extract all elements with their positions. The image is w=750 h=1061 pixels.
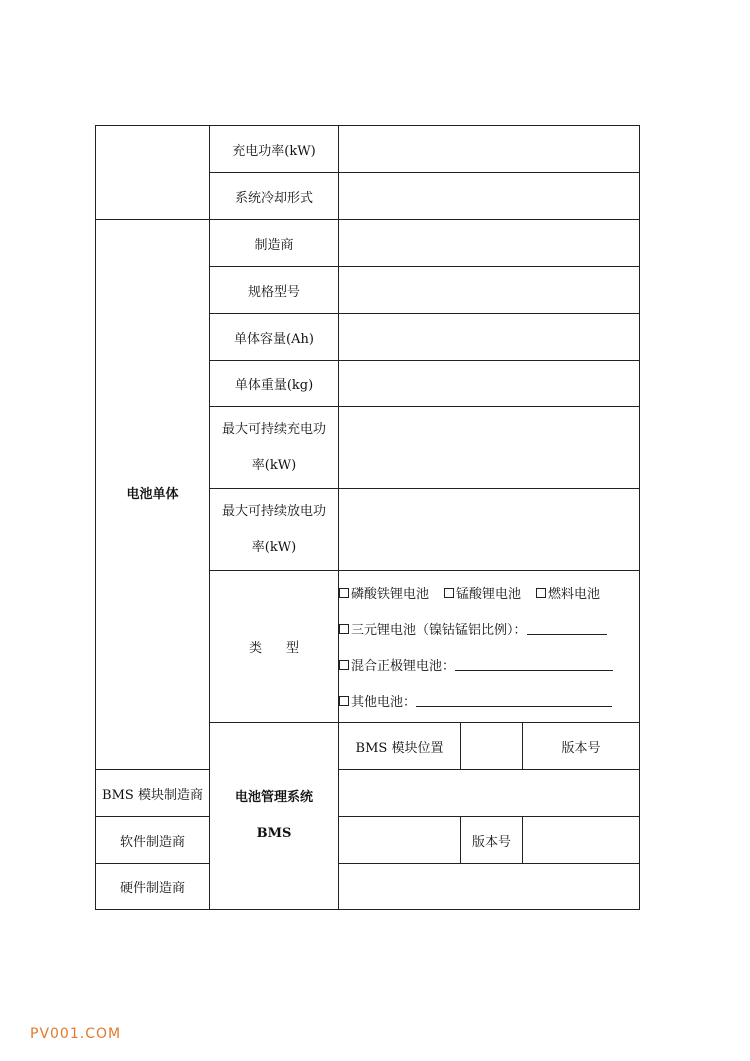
max-discharge-value[interactable] <box>339 489 640 571</box>
type-label-char1: 类 <box>248 641 262 656</box>
ternary-ratio-field[interactable] <box>527 622 607 635</box>
option-line <box>339 683 639 719</box>
checkbox-icon[interactable] <box>339 696 349 706</box>
mixed-cathode-field[interactable] <box>455 658 613 671</box>
software-manufacturer-value[interactable] <box>339 817 461 864</box>
option-line <box>339 647 639 683</box>
manufacturer-value[interactable] <box>339 220 640 267</box>
battery-type-options <box>339 571 640 723</box>
max-charge-label <box>210 407 339 489</box>
checkbox-icon[interactable] <box>444 588 454 598</box>
checkbox-icon[interactable] <box>536 588 546 598</box>
bms-section-title <box>210 723 339 910</box>
checkbox-icon[interactable] <box>339 588 349 598</box>
blank-section-cell <box>96 126 210 220</box>
table-row <box>96 770 640 817</box>
table-row <box>96 817 640 864</box>
max-discharge-label-line2: 率(kW) <box>251 539 297 555</box>
bms-module-position-value[interactable] <box>461 723 523 770</box>
hardware-manufacturer-label: 硬件制造商 <box>96 864 210 910</box>
type-label-char2: 型 <box>286 641 300 656</box>
model-label: 规格型号 <box>210 267 339 314</box>
option-other-label: 其他电池： <box>351 695 417 710</box>
table-row <box>96 220 640 267</box>
manufacturer-label: 制造商 <box>210 220 339 267</box>
checkbox-icon[interactable] <box>339 660 349 670</box>
max-charge-value[interactable] <box>339 407 640 489</box>
option-fuel-label: 燃料电池 <box>548 587 601 602</box>
cell-section-title: 电池单体 <box>96 220 210 770</box>
bms-module-position-label: BMS 模块位置 <box>339 723 461 770</box>
battery-spec-table <box>95 125 640 910</box>
option-fuel[interactable] <box>536 583 600 602</box>
bms-section-title-line1: 电池管理系统 <box>234 790 313 805</box>
software-manufacturer-label: 软件制造商 <box>96 817 210 864</box>
max-discharge-label <box>210 489 339 571</box>
capacity-label: 单体容量(Ah) <box>210 314 339 361</box>
table-row <box>96 126 640 173</box>
checkbox-icon[interactable] <box>339 624 349 634</box>
software-version-value[interactable] <box>523 817 640 864</box>
option-lmo[interactable] <box>444 583 521 602</box>
other-battery-field[interactable] <box>416 694 612 707</box>
watermark: PV001.COM <box>30 1026 122 1042</box>
option-lmo-label: 锰酸锂电池 <box>456 587 522 602</box>
type-label <box>210 571 339 723</box>
weight-label: 单体重量(kg) <box>210 361 339 407</box>
option-line <box>339 575 639 611</box>
bms-module-manufacturer-value[interactable] <box>339 770 640 817</box>
charge-power-label: 充电功率(kW) <box>210 126 339 173</box>
version-label: 版本号 <box>461 817 523 864</box>
weight-value[interactable] <box>339 361 640 407</box>
option-lfp-label: 磷酸铁锂电池 <box>351 587 430 602</box>
model-value[interactable] <box>339 267 640 314</box>
bms-module-manufacturer-label: BMS 模块制造商 <box>96 770 210 817</box>
option-line <box>339 611 639 647</box>
option-lfp[interactable] <box>339 583 429 602</box>
bms-section-title-line2: BMS <box>256 826 292 841</box>
cooling-value[interactable] <box>339 173 640 220</box>
version-label: 版本号 <box>523 723 640 770</box>
cooling-label: 系统冷却形式 <box>210 173 339 220</box>
option-mixed-label: 混合正极锂电池： <box>351 659 456 674</box>
capacity-value[interactable] <box>339 314 640 361</box>
max-discharge-label-line1: 最大可持续放电功 <box>221 503 326 519</box>
option-ternary-label: 三元锂电池（镍钴锰铝比例）： <box>351 623 527 638</box>
hardware-manufacturer-value[interactable] <box>339 864 640 910</box>
max-charge-label-line2: 率(kW) <box>251 457 297 473</box>
charge-power-value[interactable] <box>339 126 640 173</box>
table-row <box>96 864 640 910</box>
max-charge-label-line1: 最大可持续充电功 <box>221 421 326 437</box>
